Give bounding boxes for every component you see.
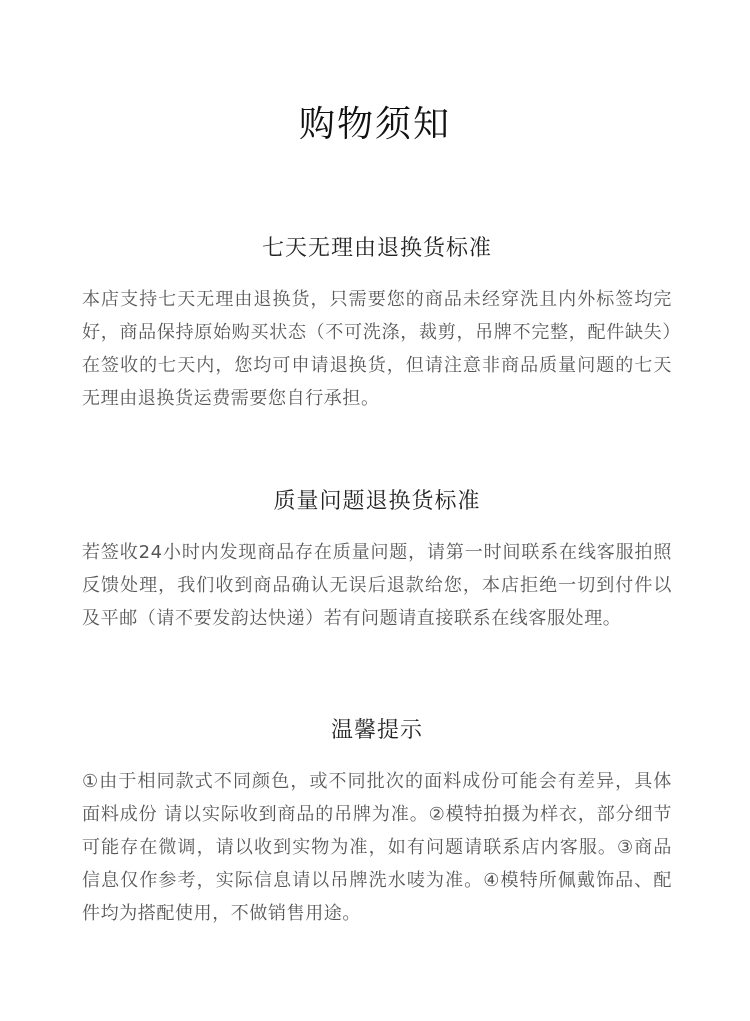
section-heading: 质量问题退换货标准 bbox=[273, 489, 481, 514]
section-warm-tips bbox=[82, 715, 672, 930]
section-quality-return bbox=[82, 486, 672, 635]
section-heading: 七天无理由退换货标准 bbox=[261, 236, 492, 261]
section-body: 本店支持七天无理由退换货，只需要您的商品未经穿洗且内外标签均完好，商品保持原始购买状态（不可洗涤，裁剪，吊牌不完整，配件缺失）在签收的七天内，您均可申请退换货，但请注意非商品质量问题的七天无理由退换货运费需要您自行承担。 bbox=[82, 289, 672, 409]
page-title: 购物须知 bbox=[298, 104, 451, 145]
section-body: ①由于相同款式不同颜色，或不同批次的面料成份可能会有差异，具体面料成份 请以实际收到商品的吊牌为准。②模特拍摄为样衣，部分细节可能存在微调，请以收到实物为准，如有问题请联系店内客服。③商品信息仅作参考，实际信息请以吊牌洗水唛为准。④模特所佩戴饰品、配件均为搭配使用，不做销售用途。 bbox=[82, 771, 672, 924]
section-body: 若签收24小时内发现商品存在质量问题，请第一时间联系在线客服拍照反馈处理，我们收到商品确认无误后退款给您，本店拒绝一切到付件以及平邮（请不要发韵达快递）若有问题请直接联系在线客服处理。 bbox=[82, 542, 672, 629]
section-heading: 温馨提示 bbox=[330, 718, 423, 743]
section-seven-day-return bbox=[82, 233, 672, 415]
